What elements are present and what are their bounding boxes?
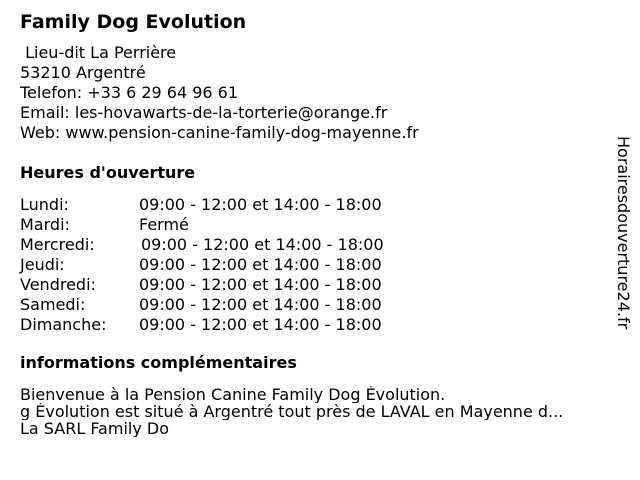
time-value: Fermé	[139, 215, 189, 234]
hours-row-wednesday	[20, 235, 440, 255]
day-label: Mercredi:	[20, 235, 95, 254]
info-line-2: g Évolution est situé à Argentré tout près de LAVAL en Mayenne d...	[20, 403, 564, 420]
day-label: Jeudi:	[20, 255, 65, 274]
address-line-1: Lieu-dit La Perrière	[20, 43, 177, 62]
contact-block	[20, 43, 419, 143]
hours-row-tuesday	[20, 215, 440, 235]
email-line: Email: les-hovawarts-de-la-torterie@orange.fr	[20, 103, 388, 122]
info-line-1: Bienvenue à la Pension Canine Family Dog Évolution.	[20, 386, 446, 403]
time-value: 09:00 - 12:00 et 14:00 - 18:00	[139, 255, 382, 274]
info-line-3: La SARL Family Do	[20, 420, 169, 437]
day-label: Vendredi:	[20, 275, 96, 294]
day-label: Mardi:	[20, 215, 70, 234]
address-line-2: 53210 Argentré	[20, 63, 146, 82]
hours-row-sunday	[20, 315, 440, 335]
info-text	[20, 386, 620, 437]
info-heading: informations complémentaires	[20, 353, 297, 372]
hours-row-friday	[20, 275, 440, 295]
hours-row-thursday	[20, 255, 440, 275]
time-value: 09:00 - 12:00 et 14:00 - 18:00	[139, 195, 382, 214]
day-label: Samedi:	[20, 295, 86, 314]
web-line: Web: www.pension-canine-family-dog-mayenne.fr	[20, 123, 419, 142]
hours-table	[20, 195, 440, 335]
phone-line: Telefon: +33 6 29 64 96 61	[20, 83, 239, 102]
time-value: 09:00 - 12:00 et 14:00 - 18:00	[139, 295, 382, 314]
business-name: Family Dog Evolution	[20, 11, 247, 33]
time-value: 09:00 - 12:00 et 14:00 - 18:00	[141, 235, 384, 254]
site-watermark: Horairesdouverture24.fr	[614, 136, 633, 330]
hours-heading: Heures d'ouverture	[20, 163, 196, 182]
day-label: Dimanche:	[20, 315, 107, 334]
hours-row-saturday	[20, 295, 440, 315]
time-value: 09:00 - 12:00 et 14:00 - 18:00	[139, 315, 382, 334]
day-label: Lundi:	[20, 195, 69, 214]
hours-row-monday	[20, 195, 440, 215]
time-value: 09:00 - 12:00 et 14:00 - 18:00	[139, 275, 382, 294]
